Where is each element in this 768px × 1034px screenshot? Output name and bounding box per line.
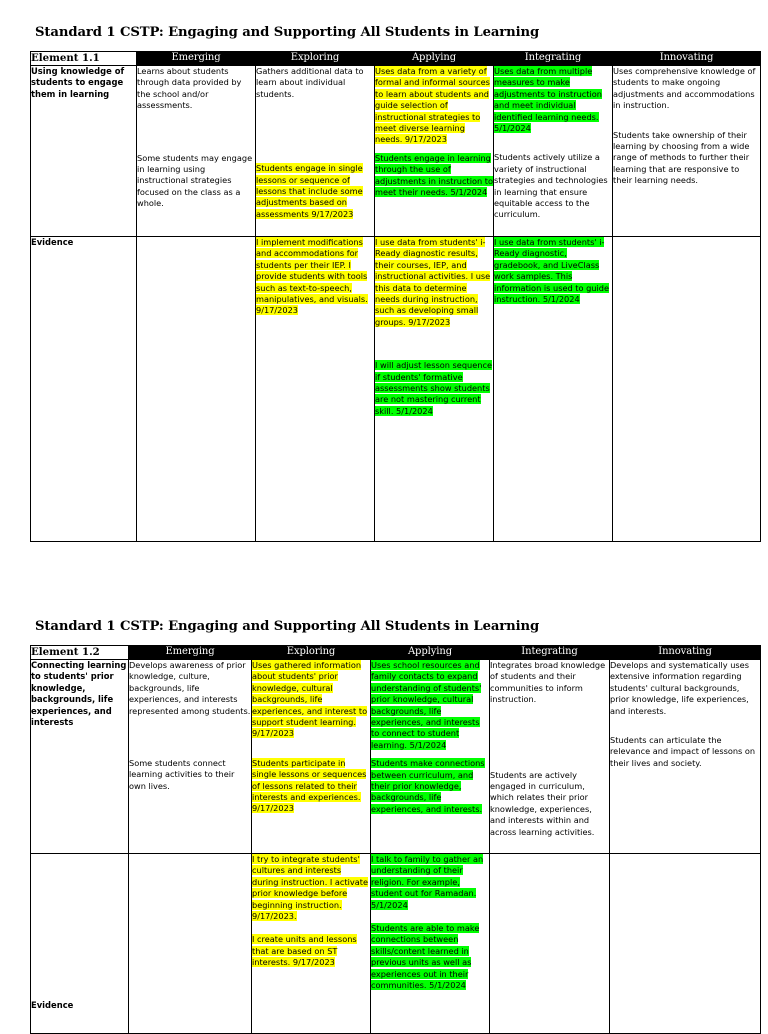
table-header-row bbox=[31, 646, 761, 660]
element-label: Element 1.2 bbox=[31, 646, 129, 660]
student-descriptor: Students actively utilize a variety of instructional strategies and technologies in learning that ensure equitable access to the curriculum. bbox=[494, 152, 608, 220]
rubric-table bbox=[30, 51, 761, 542]
evidence-integrating bbox=[490, 854, 610, 1034]
highlighted-descriptor: Uses school resources and family contacts to expand understanding of students' prior knowledge, cultural backgrounds, life experiences, and interests to connect to student learning. 5/1/2024 bbox=[371, 660, 482, 750]
evidence-entry: I try to integrate students' cultures and interests during instruction. I activate prior knowledge before beginning instruction. 9/17/2023. bbox=[252, 854, 369, 922]
evidence-label: Evidence bbox=[31, 854, 129, 1034]
element-label: Element 1.1 bbox=[31, 52, 137, 66]
evidence-innovating bbox=[613, 237, 761, 542]
highlighted-descriptor: Uses data from a variety of formal and informal sources to learn about students and guide selection of instructional strategies to meet diverse learning needs. 9/17/2023 bbox=[375, 66, 490, 145]
row-label: Using knowledge of students to engage them in learning bbox=[31, 66, 137, 237]
cell-emerging bbox=[129, 660, 252, 854]
student-descriptor: Some students may engage in learning using instructional strategies focused on the class as a whole. bbox=[137, 152, 253, 209]
evidence-entry: I will adjust lesson sequence if students' formative assessments show students are not mastering current skill. 5/1/2024 bbox=[375, 360, 492, 416]
teacher-descriptor: Integrates broad knowledge of students and their communities to inform instruction. bbox=[490, 660, 606, 705]
student-descriptor: Students are actively engaged in curriculum, which relates their prior knowledge, experiences, and interests within and across learning activities. bbox=[490, 769, 595, 837]
evidence-entry: I create units and lessons that are based on ST interests. 9/17/2023 bbox=[252, 934, 357, 968]
level-header-exploring: Exploring bbox=[256, 52, 375, 66]
level-header-applying: Applying bbox=[371, 646, 490, 660]
level-header-applying: Applying bbox=[375, 52, 494, 66]
table-row bbox=[31, 237, 761, 542]
evidence-applying bbox=[375, 237, 494, 542]
cell-applying bbox=[375, 66, 494, 237]
evidence-entry: I talk to family to gather an understanding of their religion. For example, student out for Ramadan. 5/1/2024 bbox=[371, 854, 484, 910]
evidence-entry: Students are able to make connections between skills/content learned in previous units as well as experiences out in their communities. 5/1/2024 bbox=[371, 923, 480, 991]
row-label: Connecting learning to students' prior knowledge, backgrounds, life experiences, and interests bbox=[31, 660, 129, 854]
evidence-entry: I use data from students' i-Ready diagnostic results, their courses, IEP, and instructional activities. I use this data to determine needs during instruction, such as developing small groups. 9/17/2023 bbox=[375, 237, 491, 327]
highlighted-descriptor: Students participate in single lessons or sequences of lessons related to their interests and experiences. 9/17/2023 bbox=[252, 757, 367, 814]
evidence-label: Evidence bbox=[31, 237, 137, 542]
evidence-entry: I use data from students' i-Ready diagnostic, gradebook, and LiveClass work samples. This information is used to guide instruction. 5/1/2024 bbox=[494, 237, 610, 305]
evidence-innovating bbox=[610, 854, 761, 1034]
evidence-exploring bbox=[256, 237, 375, 542]
cell-innovating bbox=[610, 660, 761, 854]
level-header-integrating: Integrating bbox=[490, 646, 610, 660]
evidence-exploring bbox=[252, 854, 371, 1034]
cell-exploring bbox=[256, 66, 375, 237]
student-descriptor: Students take ownership of their learning by choosing from a wide range of methods to further their learning that are responsive to their learning needs. bbox=[613, 129, 750, 186]
evidence-integrating bbox=[494, 237, 613, 542]
page-title: Standard 1 CSTP: Engaging and Supporting All Students in Learning bbox=[35, 25, 540, 40]
table-header-row bbox=[31, 52, 761, 66]
teacher-descriptor: Uses comprehensive knowledge of students to make ongoing adjustments and accommodations in instruction. bbox=[613, 66, 756, 111]
page-title: Standard 1 CSTP: Engaging and Supporting All Students in Learning bbox=[35, 619, 540, 634]
level-header-integrating: Integrating bbox=[494, 52, 613, 66]
highlighted-descriptor: Uses gathered information about students' prior knowledge, cultural backgrounds, life experiences, and interest to support student learning. 9/17/2023 bbox=[252, 660, 368, 739]
cell-integrating bbox=[494, 66, 613, 237]
evidence-emerging bbox=[137, 237, 256, 542]
level-header-innovating: Innovating bbox=[613, 52, 761, 66]
teacher-descriptor: Develops and systematically uses extensive information regarding students' cultural backgrounds, prior knowledge, life experiences, and interests. bbox=[610, 660, 749, 716]
table-row bbox=[31, 854, 761, 1034]
level-header-exploring: Exploring bbox=[252, 646, 371, 660]
cell-exploring bbox=[252, 660, 371, 854]
cell-emerging bbox=[137, 66, 256, 237]
evidence-emerging bbox=[129, 854, 252, 1034]
highlighted-descriptor: Students engage in single lessons or sequence of lessons that include some adjustments based on assessments 9/17/2023 bbox=[256, 163, 363, 219]
cell-applying bbox=[371, 660, 490, 854]
highlighted-descriptor: Uses data from multiple measures to make adjustments to instruction and meet individual identified learning needs. 5/1/2024 bbox=[494, 66, 602, 134]
cell-innovating bbox=[613, 66, 761, 237]
cell-integrating bbox=[490, 660, 610, 854]
evidence-entry: I implement modifications and accommodations for students per their IEP. I provide students with tools such as text-to-speech, manipulatives, and visuals. 9/17/2023 bbox=[256, 237, 368, 316]
level-header-innovating: Innovating bbox=[610, 646, 761, 660]
evidence-applying bbox=[371, 854, 490, 1034]
level-header-emerging: Emerging bbox=[129, 646, 252, 660]
highlighted-descriptor: Students make connections between curriculum, and their prior knowledge, backgrounds, life experiences, and interests. bbox=[371, 758, 485, 814]
teacher-descriptor: Gathers additional data to learn about individual students. bbox=[256, 66, 364, 99]
teacher-descriptor: Learns about students through data provided by the school and/or assessments. bbox=[137, 66, 242, 111]
teacher-descriptor: Develops awareness of prior knowledge, culture, backgrounds, life experiences, and interests represented among students. bbox=[129, 660, 251, 716]
table-row bbox=[31, 66, 761, 237]
level-header-emerging: Emerging bbox=[137, 52, 256, 66]
student-descriptor: Some students connect learning activities to their own lives. bbox=[129, 758, 235, 791]
student-descriptor: Students can articulate the relevance and impact of lessons on their lives and society. bbox=[610, 735, 756, 768]
rubric-table bbox=[30, 645, 761, 1034]
highlighted-descriptor: Students engage in learning through the use of adjustments in instruction to meet their needs. 5/1/2024 bbox=[375, 152, 494, 198]
table-row bbox=[31, 660, 761, 854]
